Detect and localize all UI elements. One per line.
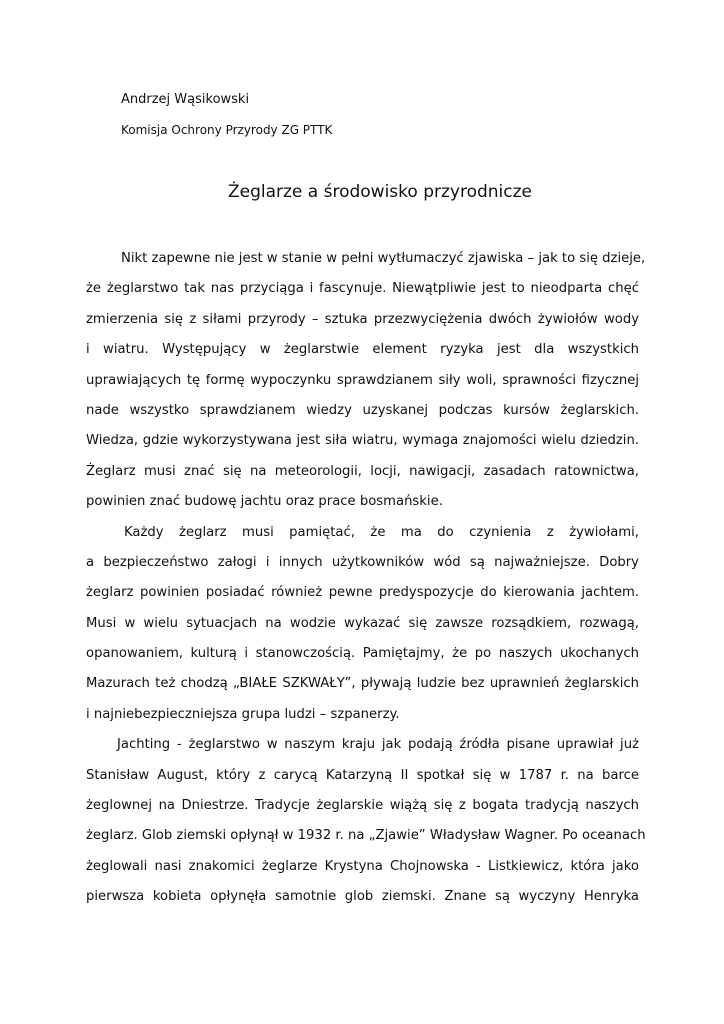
paragraph-3-line-5: żeglowali nasi znakomici żeglarze Krystyna Chojnowska - Listkiewicz, która jako xyxy=(86,858,639,874)
paragraph-3-line-4: żeglarz. Glob ziemski opłynął w 1932 r. na „Zjawie” Władysław Wagner. Po oceanach xyxy=(86,828,646,844)
paragraph-2-line-7: i najniebezpieczniejsza grupa ludzi – szpanerzy. xyxy=(86,706,400,722)
paragraph-1-line-4: i wiatru. Występujący w żeglarstwie element ryzyka jest dla wszystkich xyxy=(86,342,639,358)
document-title: Żeglarze a środowisko przyrodnicze xyxy=(227,182,533,202)
paragraph-1-line-2: że żeglarstwo tak nas przyciąga i fascynuje. Niewątpliwie jest to nieodparta chęć xyxy=(86,281,639,297)
paragraph-1-line-9: powinien znać budowę jachtu oraz prace bosmańskie. xyxy=(86,494,443,510)
paragraph-1-line-6: nade wszystko sprawdzianem wiedzy uzyskanej podczas kursów żeglarskich. xyxy=(86,402,639,418)
paragraph-2-line-5: opanowaniem, kulturą i stanowczością. Pamiętajmy, że po naszych ukochanych xyxy=(86,646,639,662)
paragraph-1-line-8: Żeglarz musi znać się na meteorologii, locji, nawigacji, zasadach ratownictwa, xyxy=(86,463,639,479)
paragraph-3-line-1: Jachting - żeglarstwo w naszym kraju jak podają źródła pisane uprawiał już xyxy=(117,737,639,753)
paragraph-1-line-7: Wiedza, gdzie wykorzystywana jest siła wiatru, wymaga znajomości wielu dziedzin. xyxy=(86,433,639,449)
author-name: Andrzej Wąsikowski xyxy=(121,92,250,107)
paragraph-3-line-3: żeglownej na Dniestrze. Tradycje żeglarskie wiążą się z bogata tradycją naszych xyxy=(86,798,639,814)
author-affiliation: Komisja Ochrony Przyrody ZG PTTK xyxy=(121,123,333,137)
paragraph-2-line-2: a bezpieczeństwo załogi i innych użytkowników wód są najważniejsze. Dobry xyxy=(86,554,639,570)
paragraph-1-line-5: uprawiających tę formę wypoczynku sprawdzianem siły woli, sprawności fizycznej xyxy=(86,372,639,388)
paragraph-2-line-6: Mazurach też chodzą „BIAŁE SZKWAŁY”, pływają ludzie bez uprawnień żeglarskich xyxy=(86,676,639,692)
paragraph-2-line-4: Musi w wielu sytuacjach na wodzie wykazać się zawsze rozsądkiem, rozwagą, xyxy=(86,615,639,631)
paragraph-1-line-1: Nikt zapewne nie jest w stanie w pełni wytłumaczyć zjawiska – jak to się dzieje, xyxy=(121,251,646,266)
paragraph-2-line-1: Każdy żeglarz musi pamiętać, że ma do czynienia z żywiołami, xyxy=(124,524,639,540)
document-body xyxy=(86,248,646,917)
paragraph-2-line-3: żeglarz powinien posiadać również pewne predyspozycje do kierowania jachtem. xyxy=(86,585,639,601)
paragraph-1-line-3: zmierzenia się z siłami przyrody – sztuka przezwyciężenia dwóch żywiołów wody xyxy=(86,311,639,327)
paragraph-3-line-6: pierwsza kobieta opłynęła samotnie glob ziemski. Znane są wyczyny Henryka xyxy=(86,889,639,905)
paragraph-3-line-2: Stanisław August, który z carycą Katarzyną II spotkał się w 1787 r. na barce xyxy=(86,767,639,783)
